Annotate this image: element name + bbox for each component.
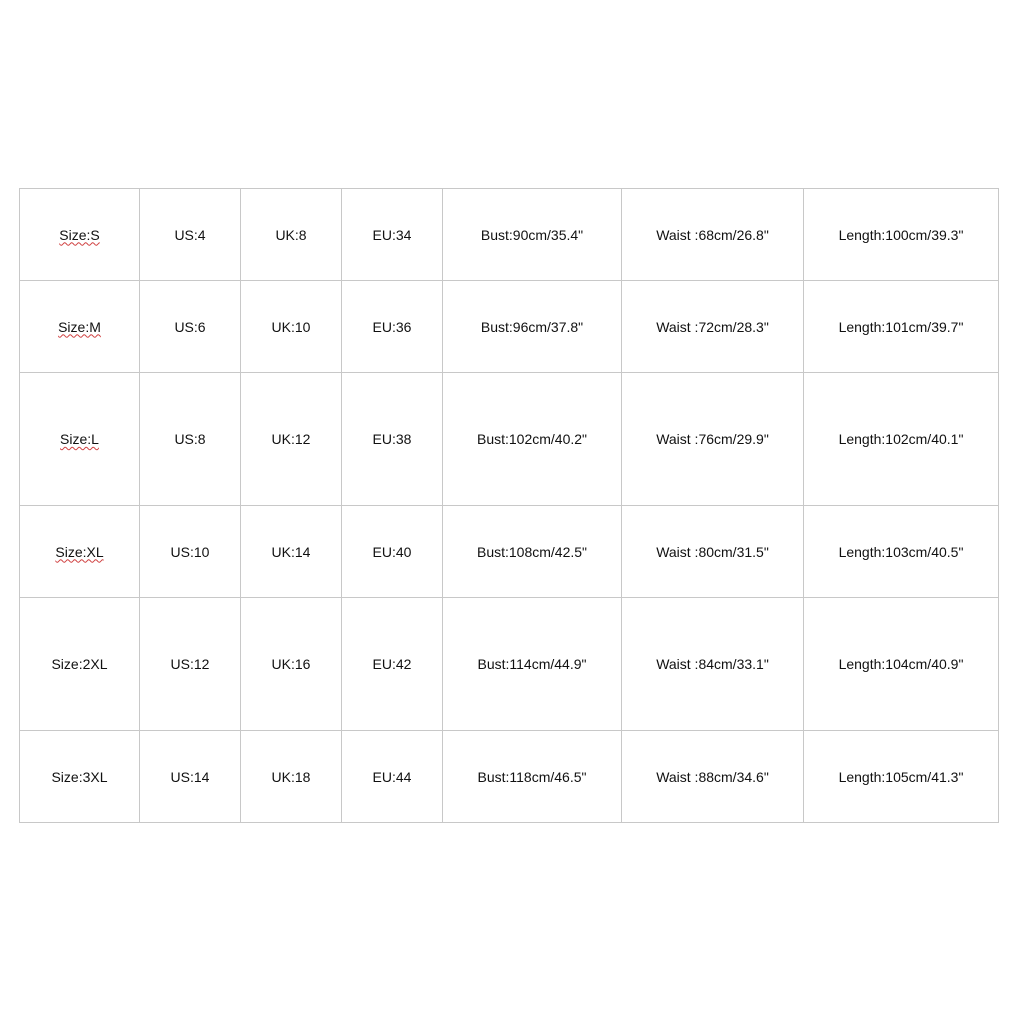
table-row [20,506,999,598]
size-label: Size:M [58,318,101,335]
length-cell: Length:101cm/39.7" [804,281,999,373]
length-cell: Length:102cm/40.1" [804,373,999,506]
bust-cell: Bust:102cm/40.2" [443,373,622,506]
uk-size-cell: UK:10 [241,281,342,373]
bust-cell: Bust:108cm/42.5" [443,506,622,598]
size-cell [20,731,140,823]
table-row [20,373,999,506]
uk-size-cell: UK:8 [241,189,342,281]
uk-size-cell: UK:14 [241,506,342,598]
size-label: Size:L [60,431,99,447]
length-cell: Length:105cm/41.3" [804,731,999,823]
uk-size-cell: UK:12 [241,373,342,506]
size-label: Size:S [59,226,100,243]
waist-cell: Waist :68cm/26.8" [622,189,804,281]
bust-cell: Bust:90cm/35.4" [443,189,622,281]
us-size-cell: US:12 [140,598,241,731]
us-size-cell: US:4 [140,189,241,281]
us-size-cell: US:6 [140,281,241,373]
eu-size-cell: EU:34 [342,189,443,281]
length-cell: Length:103cm/40.5" [804,506,999,598]
size-cell [20,506,140,598]
length-cell: Length:104cm/40.9" [804,598,999,731]
us-size-cell: US:14 [140,731,241,823]
waist-cell: Waist :84cm/33.1" [622,598,804,731]
table-row [20,598,999,731]
waist-cell: Waist :76cm/29.9" [622,373,804,506]
eu-size-cell: EU:42 [342,598,443,731]
table-row [20,731,999,823]
uk-size-cell: UK:16 [241,598,342,731]
waist-cell: Waist :72cm/28.3" [622,281,804,373]
waist-cell: Waist :80cm/31.5" [622,506,804,598]
us-size-cell: US:10 [140,506,241,598]
table-row [20,189,999,281]
us-size-cell: US:8 [140,373,241,506]
size-cell [20,373,140,506]
eu-size-cell: EU:40 [342,506,443,598]
eu-size-cell: EU:36 [342,281,443,373]
eu-size-cell: EU:38 [342,373,443,506]
waist-cell: Waist :88cm/34.6" [622,731,804,823]
eu-size-cell: EU:44 [342,731,443,823]
size-label: Size:2XL [51,656,108,672]
size-label: Size:XL [55,543,104,560]
uk-size-cell: UK:18 [241,731,342,823]
bust-cell: Bust:96cm/37.8" [443,281,622,373]
size-cell [20,281,140,373]
bust-cell: Bust:118cm/46.5" [443,731,622,823]
length-cell: Length:100cm/39.3" [804,189,999,281]
size-cell [20,189,140,281]
size-chart-table [19,188,999,823]
size-label: Size:3XL [51,768,108,785]
bust-cell: Bust:114cm/44.9" [443,598,622,731]
size-cell [20,598,140,731]
table-row [20,281,999,373]
